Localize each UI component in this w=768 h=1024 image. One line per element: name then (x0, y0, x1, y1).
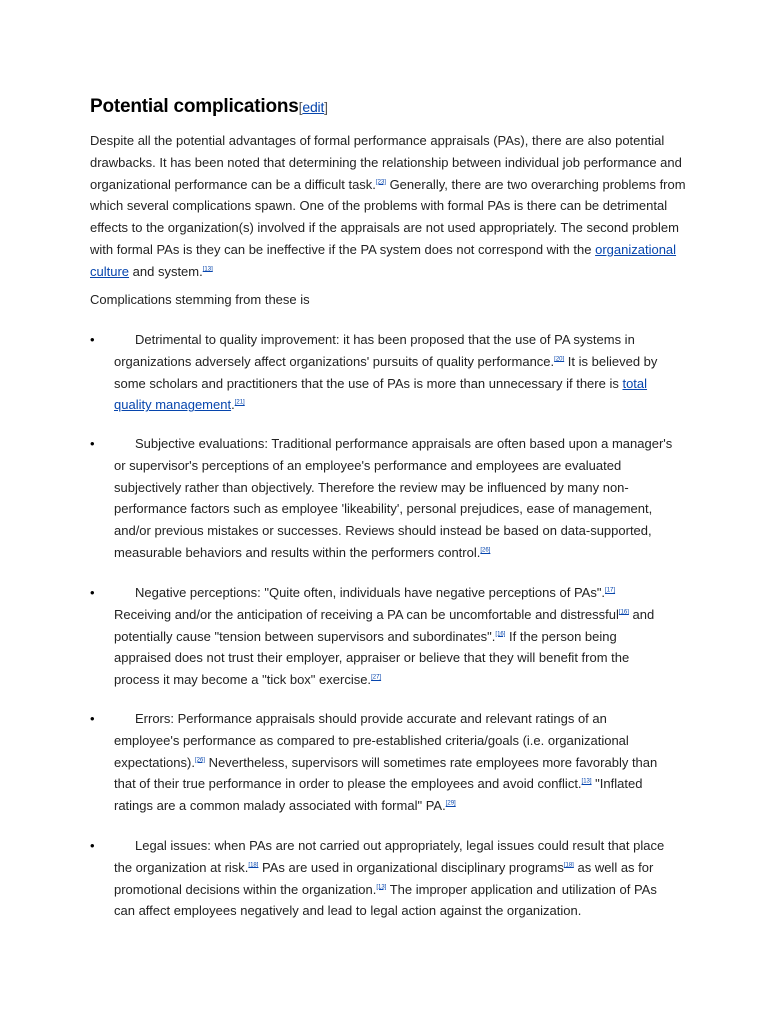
citation-link[interactable]: [26] (480, 547, 491, 554)
bullet-icon: • (90, 436, 95, 451)
bullet-icon: • (90, 711, 95, 726)
citation-link[interactable]: [18] (563, 862, 574, 869)
list-item-text: Subjective evaluations: Traditional performance appraisals are often based upon a manager's or supervisor's perceptions of an employee's performance and employees are evaluated subjectively rather than objectively. Therefore the review may be influenced by many non-performance factors such as employee 'likeability', personal prejudices, ease of management, and/or previous mistakes or successes. Reviews should instead be based on data-supported, measurable behaviors and results within the performers control.[26] (114, 436, 673, 560)
edit-section-link-wrapper: [edit] (298, 99, 328, 115)
bullet-icon: • (90, 332, 95, 347)
citation-link[interactable]: [27] (371, 674, 382, 681)
citation-link[interactable]: [21] (234, 400, 245, 407)
citation-link[interactable]: [29] (445, 800, 456, 807)
section-heading (90, 96, 328, 118)
citation-link[interactable]: [17] (605, 587, 616, 594)
citation-link[interactable]: [20] (554, 356, 565, 363)
total-quality-management-link[interactable]: total quality management (114, 375, 648, 413)
list-item-text: Legal issues: when PAs are not carried out appropriately, legal issues could result that place the organization at risk.[18] PAs are used in organizational disciplinary programs[18] as well as for promotional decisions within the organization.[13] The improper application and utilization of PAs can affect employees negatively and lead to legal action against the organization. (114, 838, 665, 919)
list-item-text: Negative perceptions: "Quite often, individuals have negative perceptions of PAs".[17] Receiving and/or the anticipation of receiving a PA can be uncomfortable and distressful[16] and potentially cause "tension between supervisors and subordinates".[16] If the person being appraised does not trust their employer, appraiser or believe that they will benefit from the process it may become a "tick box" exercise.[27] (114, 585, 655, 688)
list-lead-text: Complications stemming from these is (90, 292, 310, 307)
bullet-icon: • (90, 585, 95, 600)
citation-link[interactable]: [16] (495, 631, 506, 638)
citation-link[interactable]: [13] (202, 266, 213, 273)
section-title: Potential complications (90, 96, 299, 117)
citation-link[interactable]: [26] (194, 757, 205, 764)
citation-link[interactable]: [13] (376, 884, 387, 891)
list-item-text: Detrimental to quality improvement: it has been proposed that the use of PA systems in organizations adversely affect organizations' pursuits of quality performance.[20] It is believed by some scholars and practitioners that the use of PAs is more than unnecessary if there is total quality management.[21] (114, 332, 658, 413)
citation-link[interactable]: [13] (581, 779, 592, 786)
intro-paragraph: Despite all the potential advantages of formal performance appraisals (PAs), there are also potential drawbacks. It has been noted that determining the relationship between individual job performance and organizational performance can be a difficult task.[23] Generally, there are two overarching problems from which several complications spawn. One of the problems with formal PAs is there can be detrimental effects to the organization(s) involved if the appraisals are not used appropriately. The second problem with formal PAs is they can be ineffective if the PA system does not correspond with the organizational culture and system.[13] (90, 133, 686, 279)
edit-section-link[interactable]: edit (302, 99, 325, 115)
citation-link[interactable]: [16] (618, 609, 629, 616)
citation-link[interactable]: [18] (248, 862, 259, 869)
list-item-text: Errors: Performance appraisals should provide accurate and relevant ratings of an employee's performance as compared to pre-established criteria/goals (i.e. organizational expectations).[26] Nevertheless, supervisors will sometimes rate employees more favorably than that of their true performance in order to please the employees and avoid conflict.[13] "Inflated ratings are a common malady associated with formal" PA.[29] (114, 711, 658, 814)
citation-link[interactable]: [23] (375, 179, 386, 186)
bullet-icon: • (90, 838, 95, 853)
organizational-culture-link[interactable]: organizational culture (90, 241, 677, 279)
